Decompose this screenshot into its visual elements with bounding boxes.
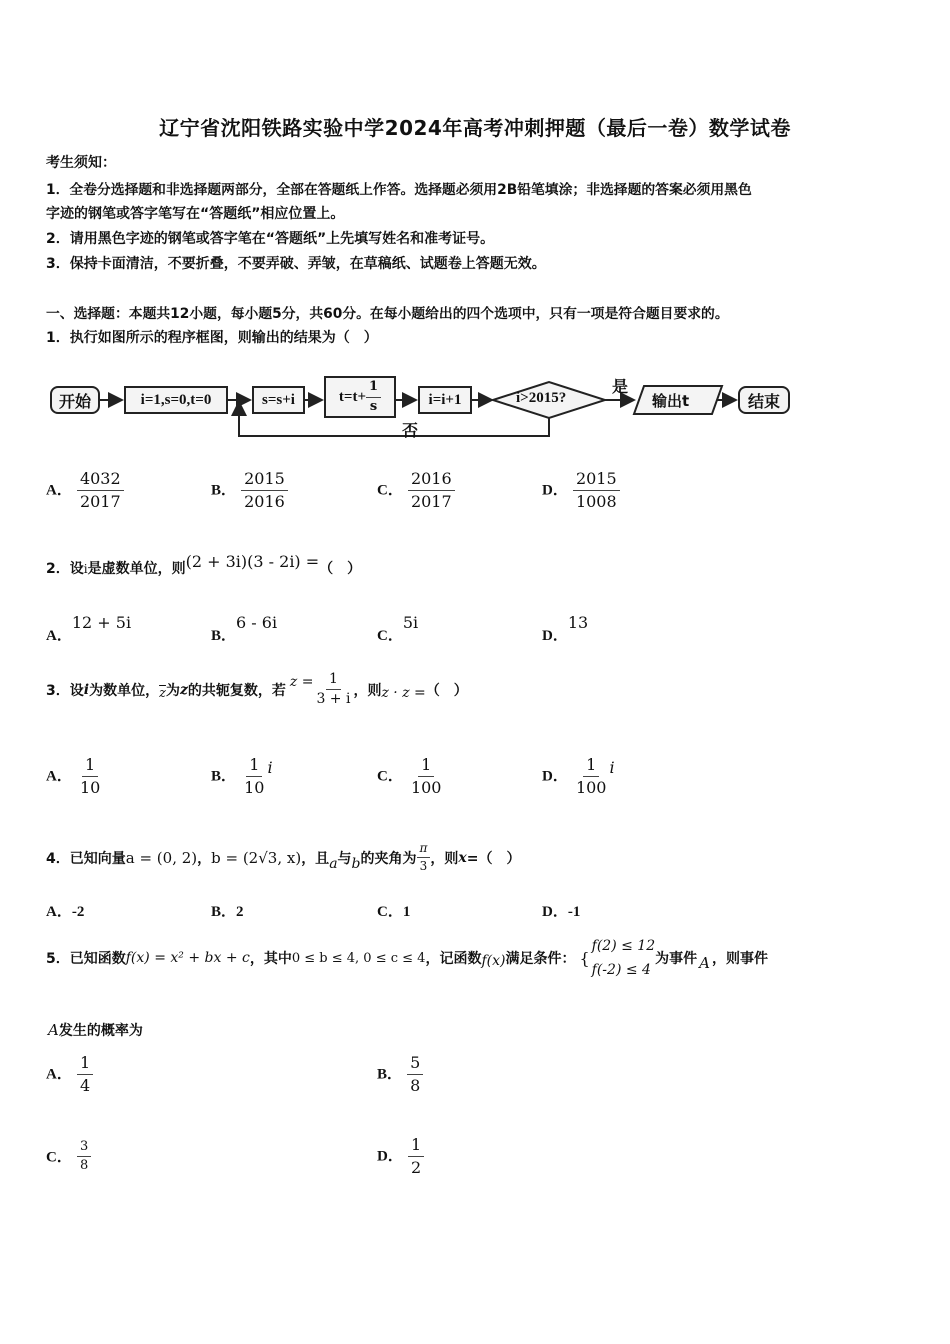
option-value: -2 [71, 904, 85, 920]
option-label: A． [46, 904, 72, 920]
q3-stem-e: ，则 [353, 682, 382, 699]
den: 2017 [79, 491, 121, 511]
q4-stem-d: ，则 [430, 850, 459, 867]
q1-a-fraction [77, 470, 124, 510]
q3-paren: （ ） [425, 682, 468, 699]
option-value: 13 [567, 613, 589, 632]
q5-range: 0 ≤ b ≤ 4, 0 ≤ c ≤ 4 [291, 950, 426, 966]
q5-brace: { [579, 948, 590, 968]
q3-product: z · z = [381, 684, 426, 701]
flow-start: 开始 [50, 386, 100, 414]
option-label: D． [542, 904, 568, 920]
notice-item-1b: 字迹的钢笔或答字笔写在“答题纸”相应位置上。 [46, 206, 345, 222]
q5-condition-1: f(2) ≤ 12 [591, 938, 656, 954]
option-label: C． [377, 904, 403, 920]
q5-option-d [377, 1136, 424, 1176]
q5-fx: f(x) [481, 953, 506, 969]
den: 3 [419, 859, 428, 874]
q2-paren: （ ） [319, 561, 362, 577]
den: 3 + i [316, 691, 351, 708]
q2-option-a [46, 612, 132, 644]
q4-yu: 与 [337, 850, 352, 867]
den: 2016 [244, 491, 285, 511]
q1-c-fraction [408, 470, 455, 510]
q3-zbar: $\overline{z}$ [159, 686, 166, 702]
q4-b: b [351, 855, 361, 872]
option-label: C． [377, 628, 403, 644]
q3-z: z [179, 681, 188, 698]
num: 4032 [77, 470, 124, 491]
option-label: D． [542, 482, 568, 499]
option-value: 12 + 5i [71, 613, 132, 632]
option-label: B． [377, 1066, 403, 1083]
q5-condition-2: f(-2) ≤ 4 [591, 962, 651, 978]
num: 5 [407, 1054, 423, 1075]
den: 2 [410, 1157, 422, 1177]
q4-vector-b: b = (2√3, x) [211, 848, 302, 867]
q3-stem-d: 的共轭复数，若 [187, 682, 286, 699]
q1-option-d [542, 470, 620, 510]
notice-item-2: 2．请用黑色字迹的钢笔或答字笔在“答题纸”上先填写姓名和准考证号。 [46, 231, 495, 247]
q4-option-b [211, 900, 244, 921]
flow-i-update: i=i+1 [418, 386, 472, 414]
q3-stem-c: 为 [165, 682, 180, 699]
suffix: i [267, 757, 273, 777]
option-label: D． [542, 768, 568, 785]
q5-stem-f: ，则事件 [711, 951, 768, 967]
q4-comma: ， [197, 850, 212, 867]
q5-line2-text: 发生的概率为 [58, 1023, 143, 1039]
q3-i: i [83, 681, 90, 698]
num: 3 [77, 1140, 91, 1157]
flow-init: i=1,s=0,t=0 [124, 386, 228, 414]
q1-stem: 1．执行如图所示的程序框图，则输出的结果为（ ） [46, 330, 378, 346]
num: 1 [326, 672, 341, 690]
option-label: A． [46, 482, 72, 499]
q5-option-c [46, 1140, 91, 1174]
num: 1 [82, 756, 98, 777]
fraction [408, 756, 445, 796]
fraction [77, 1140, 91, 1174]
q3-option-d [542, 756, 615, 796]
fraction [77, 1054, 93, 1094]
num: 1 [77, 1054, 93, 1075]
flow-end: 结束 [738, 386, 790, 414]
option-label: A． [46, 768, 72, 785]
option-label: C． [46, 1149, 72, 1166]
q4-stem-c: 的夹角为 [360, 850, 417, 867]
option-value: 6 - 6i [236, 613, 278, 632]
notice-heading: 考生须知： [46, 155, 116, 171]
q1-b-fraction [241, 470, 288, 510]
num: 2015 [241, 470, 288, 491]
option-label: D． [542, 628, 568, 644]
q2-expression: (2 + 3i)(3 - 2i) = [185, 552, 320, 571]
q5-option-a [46, 1054, 93, 1094]
q2-stem-i: i [83, 562, 88, 576]
q3-stem-a: 3．设 [46, 682, 84, 699]
q2-option-d [542, 612, 589, 644]
flowchart [46, 370, 806, 442]
option-label: B． [211, 904, 237, 920]
section-header: 一、选择题：本题共12小题，每小题5分，共60分。在每小题给出的四个选项中，只有一项是符合题目要求的。 [46, 306, 729, 322]
option-label: A． [46, 628, 72, 644]
q3-option-a [46, 756, 103, 796]
q2-stem-b: 是虚数单位，则 [87, 561, 186, 577]
q5-A: A [699, 954, 710, 972]
flow-t-fraction [366, 380, 381, 414]
q5-stem-b: ，其中 [249, 951, 292, 967]
q3-stem [46, 672, 468, 708]
option-label: B． [211, 768, 237, 785]
q3-fraction [313, 672, 353, 708]
q2-option-b [211, 612, 278, 644]
option-label: A． [46, 1066, 72, 1083]
num: 2016 [408, 470, 455, 491]
q1-option-c [377, 470, 455, 510]
q2-stem [46, 552, 362, 578]
option-value: 1 [402, 904, 411, 920]
q1-option-b [211, 470, 288, 510]
q4-option-d [542, 900, 580, 921]
den: 8 [79, 1158, 89, 1174]
den: 100 [575, 777, 607, 797]
q4-x: x [458, 849, 467, 866]
flow-yes-label: 是 [612, 377, 629, 396]
q3-option-b [211, 756, 273, 796]
option-value: -1 [567, 904, 581, 920]
option-value: 2 [236, 904, 244, 920]
q1-d-fraction [573, 470, 620, 510]
flow-t-den: s [369, 398, 378, 414]
num: 1 [246, 756, 262, 777]
option-label: D． [377, 1148, 403, 1165]
den: 10 [244, 777, 265, 797]
q5-option-b [377, 1054, 423, 1094]
q1-option-a [46, 470, 124, 510]
den: 1008 [575, 491, 617, 511]
q5-stem-e: 为事件 [655, 951, 698, 967]
q5-function: f(x) = x² + bx + c [125, 950, 250, 966]
q4-angle-fraction [417, 842, 431, 873]
flow-t-update [324, 376, 396, 418]
option-label: C． [377, 768, 403, 785]
q5-stem-c: ，记函数 [425, 951, 482, 967]
suffix: i [609, 757, 615, 777]
num: π [417, 842, 431, 858]
flow-decision-label: i>2015? [516, 390, 567, 406]
den: 10 [79, 777, 101, 797]
q2-option-c [377, 612, 419, 644]
option-label: B． [211, 628, 237, 644]
flow-s-update: s=s+i [252, 386, 305, 414]
num: 2015 [573, 470, 620, 491]
num: 1 [408, 1136, 424, 1157]
den: 4 [79, 1075, 91, 1095]
q5-stem-line2 [48, 1020, 143, 1040]
fraction [77, 756, 103, 796]
den: 100 [410, 777, 442, 797]
q5-stem-a: 5．已知函数 [46, 951, 126, 967]
q3-z-eq: z = [289, 673, 314, 690]
q4-option-a [46, 900, 84, 921]
q4-option-c [377, 900, 410, 921]
num: 1 [418, 756, 434, 777]
q4-vector-a: a = (0, 2) [125, 848, 198, 867]
den: 2017 [410, 491, 452, 511]
q3-option-c [377, 756, 444, 796]
q4-a: a [329, 855, 338, 872]
flow-t-update-text: t=t+ [338, 388, 367, 405]
flow-output-label: 输出t [652, 392, 690, 410]
q4-stem-e: =（ ） [466, 850, 521, 867]
q5-line2-A: A [48, 1021, 59, 1039]
q5-stem-d: 满足条件： [505, 951, 576, 967]
fraction [241, 756, 267, 796]
num: 1 [583, 756, 599, 777]
q4-stem-b: ，且 [301, 850, 330, 867]
fraction [408, 1136, 424, 1176]
q2-stem-a: 2．设 [46, 561, 84, 577]
option-label: C． [377, 482, 403, 499]
fraction [407, 1054, 423, 1094]
q3-stem-b: 为数单位， [89, 682, 160, 699]
den: 8 [410, 1075, 421, 1095]
notice-item-3: 3．保持卡面清洁，不要折叠，不要弄破、弄皱，在草稿纸、试题卷上答题无效。 [46, 256, 546, 272]
flow-no-label: 否 [402, 421, 419, 440]
q5-stem [46, 930, 768, 986]
notice-item-1a: 1．全卷分选择题和非选择题两部分，全部在答题纸上作答。选择题必须用2B铅笔填涂；非选择题的答案必须用黑色 [46, 182, 752, 198]
q4-stem-a: 4．已知向量 [46, 850, 126, 867]
flow-t-num: 1 [366, 380, 381, 397]
option-value: 5i [402, 613, 419, 632]
option-label: B． [211, 482, 237, 499]
q5-conditions [592, 934, 655, 982]
page-title: 辽宁省沈阳铁路实验中学2024年高考冲刺押题（最后一卷）数学试卷 [159, 116, 791, 140]
fraction [573, 756, 610, 796]
q4-stem [46, 842, 521, 873]
